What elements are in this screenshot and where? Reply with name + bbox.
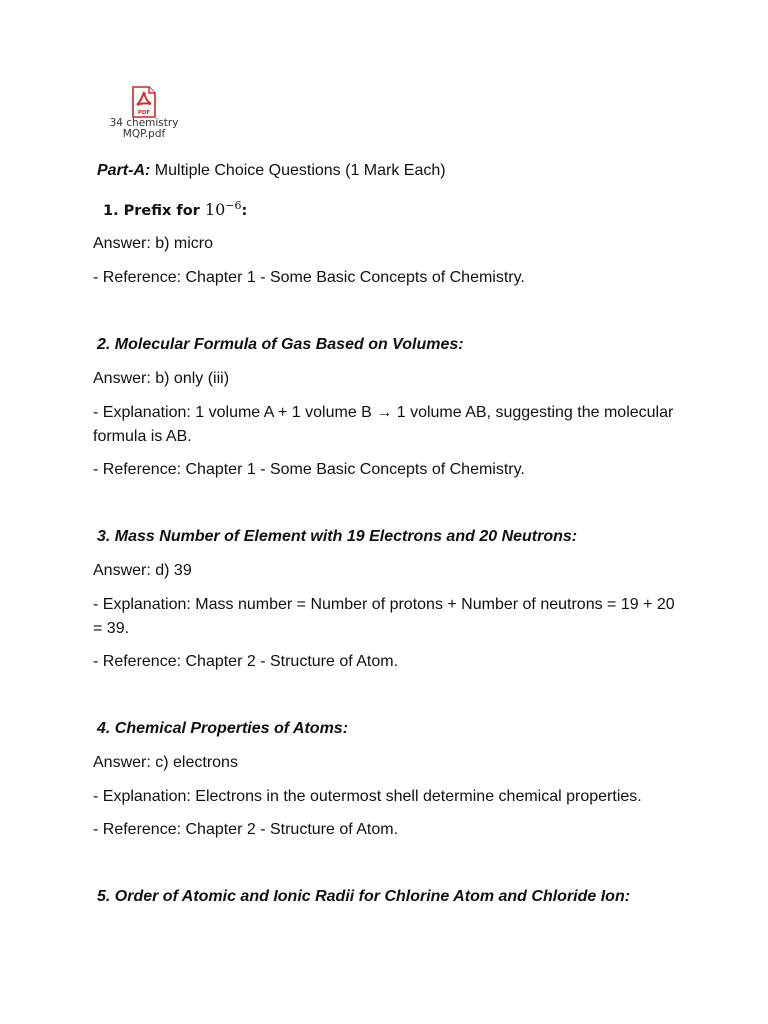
attachment-filename-line1: 34 chemistry xyxy=(109,117,179,129)
question-4-explanation: - Explanation: Electrons in the outermost shell determine chemical properties. xyxy=(93,788,642,805)
question-1-heading xyxy=(103,194,247,223)
question-1-reference: - Reference: Chapter 1 - Some Basic Concepts of Chemistry. xyxy=(93,269,525,286)
attachment-filename-line2: MQP.pdf xyxy=(122,128,166,140)
question-4-reference: - Reference: Chapter 2 - Structure of Atom. xyxy=(93,821,399,838)
attachment-filename xyxy=(104,118,184,140)
part-a-title: Multiple Choice Questions (1 Mark Each) xyxy=(154,162,446,179)
question-3-reference: - Reference: Chapter 2 - Structure of Atom. xyxy=(93,653,399,670)
question-1-text: 1. Prefix for xyxy=(103,203,205,219)
part-a-label: Part-A: xyxy=(97,162,151,179)
pdf-attachment[interactable] xyxy=(104,86,184,140)
math-base: 10 xyxy=(204,200,226,219)
pdf-file-icon[interactable] xyxy=(130,86,158,118)
question-2-answer: Answer: b) only (iii) xyxy=(93,370,230,387)
question-4-answer: Answer: c) electrons xyxy=(93,754,238,771)
question-1-math xyxy=(205,200,242,219)
math-exponent: −6 xyxy=(225,199,242,212)
svg-text:PDF: PDF xyxy=(137,110,151,116)
part-a-header xyxy=(97,159,446,183)
question-3-heading: 3. Mass Number of Element with 19 Electrons and 20 Neutrons: xyxy=(97,528,578,545)
question-1-colon: : xyxy=(241,203,248,219)
question-3-answer: Answer: d) 39 xyxy=(93,562,192,579)
question-5-heading: 5. Order of Atomic and Ionic Radii for Chlorine Atom and Chloride Ion: xyxy=(97,888,631,905)
question-2-explanation: - Explanation: 1 volume A + 1 volume B → 1 volume AB, suggesting the molecular formula is AB. xyxy=(93,404,674,445)
question-2-reference: - Reference: Chapter 1 - Some Basic Concepts of Chemistry. xyxy=(93,461,525,478)
question-4-heading: 4. Chemical Properties of Atoms: xyxy=(97,720,349,737)
question-1-answer: Answer: b) micro xyxy=(93,235,214,252)
question-3-explanation: - Explanation: Mass number = Number of protons + Number of neutrons = 19 + 20 = 39. xyxy=(93,596,675,637)
question-2-heading: 2. Molecular Formula of Gas Based on Volumes: xyxy=(97,336,464,353)
